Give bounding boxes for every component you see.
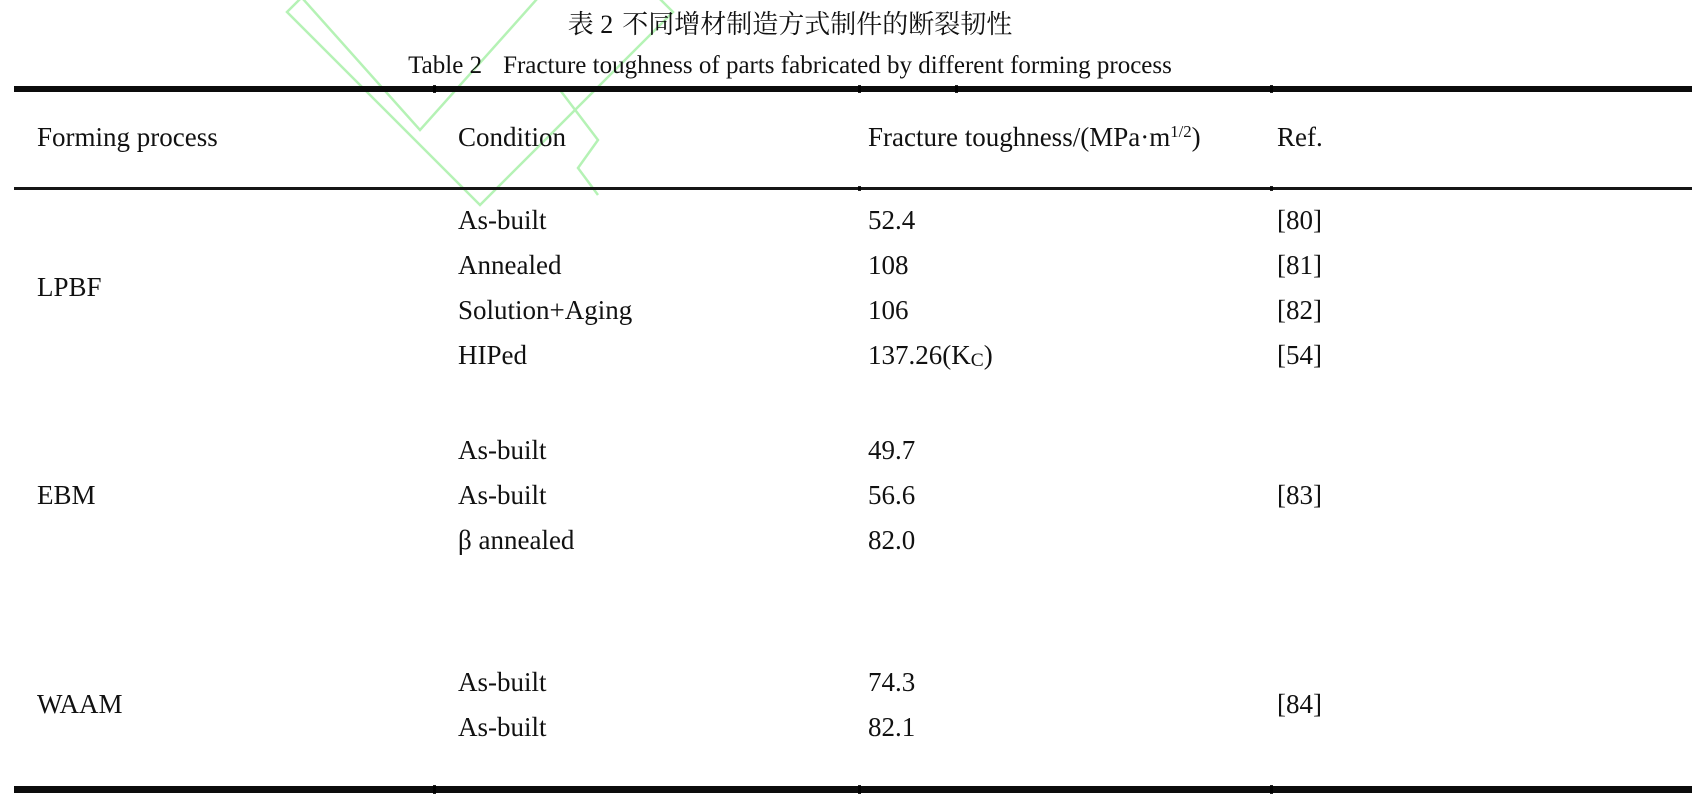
- value-cell: 74.3: [868, 667, 916, 697]
- table-row: [0, 205, 1701, 235]
- value-cell: 106: [868, 295, 909, 325]
- value-cell: 56.6: [868, 480, 916, 510]
- table-caption-zh-text: 不同增材制造方式制件的断裂韧性: [622, 10, 1013, 39]
- condition-cell: As-built: [458, 667, 547, 697]
- table-caption-zh-label: 表 2: [567, 10, 614, 39]
- table-row: [0, 525, 1701, 555]
- ref-cell: [81]: [1277, 250, 1322, 280]
- rule-tick: [955, 85, 958, 93]
- value-close: ): [983, 340, 993, 370]
- header-fracture-toughness: [868, 122, 1201, 156]
- condition-cell: As-built: [458, 435, 547, 465]
- process-label-waam: WAAM: [37, 689, 123, 719]
- rule-tick: [1270, 785, 1273, 794]
- ref-cell: [82]: [1277, 295, 1322, 325]
- table-header-row: [0, 122, 1701, 152]
- value-text: 137.26(K: [868, 340, 971, 370]
- value-cell: 108: [868, 250, 909, 280]
- value-cell: 82.1: [868, 712, 916, 742]
- table-caption-en: [408, 51, 1172, 81]
- subscript-c: C: [970, 350, 984, 372]
- condition-cell: Annealed: [458, 250, 562, 280]
- rule-tick: [1270, 186, 1273, 191]
- condition-cell: Solution+Aging: [458, 295, 633, 325]
- ref-cell: [80]: [1277, 205, 1322, 235]
- rule-tick: [1270, 85, 1273, 93]
- rule-tick: [433, 785, 436, 794]
- condition-cell: As-built: [458, 480, 547, 510]
- group-ref-cell: [84]: [1277, 689, 1322, 719]
- header-fracture-toughness-text: Fracture toughness/(MPa·m: [868, 122, 1171, 152]
- rule-tick: [858, 186, 861, 191]
- process-label-lpbf: LPBF: [37, 272, 102, 302]
- condition-cell: HIPed: [458, 340, 527, 370]
- table-row: [0, 250, 1701, 280]
- table-row: [0, 340, 1701, 370]
- ref-cell: [54]: [1277, 340, 1322, 370]
- header-ref: Ref.: [1277, 122, 1323, 152]
- header-divider-rule: [14, 187, 1692, 190]
- value-cell: 52.4: [868, 205, 916, 235]
- condition-cell: As-built: [458, 712, 547, 742]
- table-row: [0, 667, 1701, 697]
- table-row: [0, 712, 1701, 742]
- header-fracture-toughness-close: ): [1191, 122, 1201, 152]
- table-caption-en-text: Fracture toughness of parts fabricated by different forming process: [503, 52, 1172, 79]
- condition-cell: β annealed: [458, 525, 575, 555]
- table-row: [0, 295, 1701, 325]
- value-cell: 49.7: [868, 435, 916, 465]
- table-caption-en-label: Table 2: [408, 52, 483, 79]
- process-label-ebm: EBM: [37, 480, 96, 510]
- value-cell: [868, 340, 993, 374]
- table-row: [0, 480, 1701, 510]
- table-row: [0, 435, 1701, 465]
- value-cell: 82.0: [868, 525, 916, 555]
- condition-cell: As-built: [458, 205, 547, 235]
- rule-tick: [858, 785, 861, 794]
- superscript-one-half: 1/2: [1170, 121, 1192, 141]
- table-bottom-rule: [14, 786, 1692, 793]
- table-top-rule: [14, 86, 1692, 92]
- table-caption-zh: [568, 10, 1013, 40]
- ref-cell: [83]: [1277, 480, 1322, 510]
- rule-tick: [858, 85, 861, 93]
- rule-tick: [433, 85, 436, 93]
- header-condition: Condition: [458, 122, 567, 152]
- header-forming-process: Forming process: [37, 122, 218, 152]
